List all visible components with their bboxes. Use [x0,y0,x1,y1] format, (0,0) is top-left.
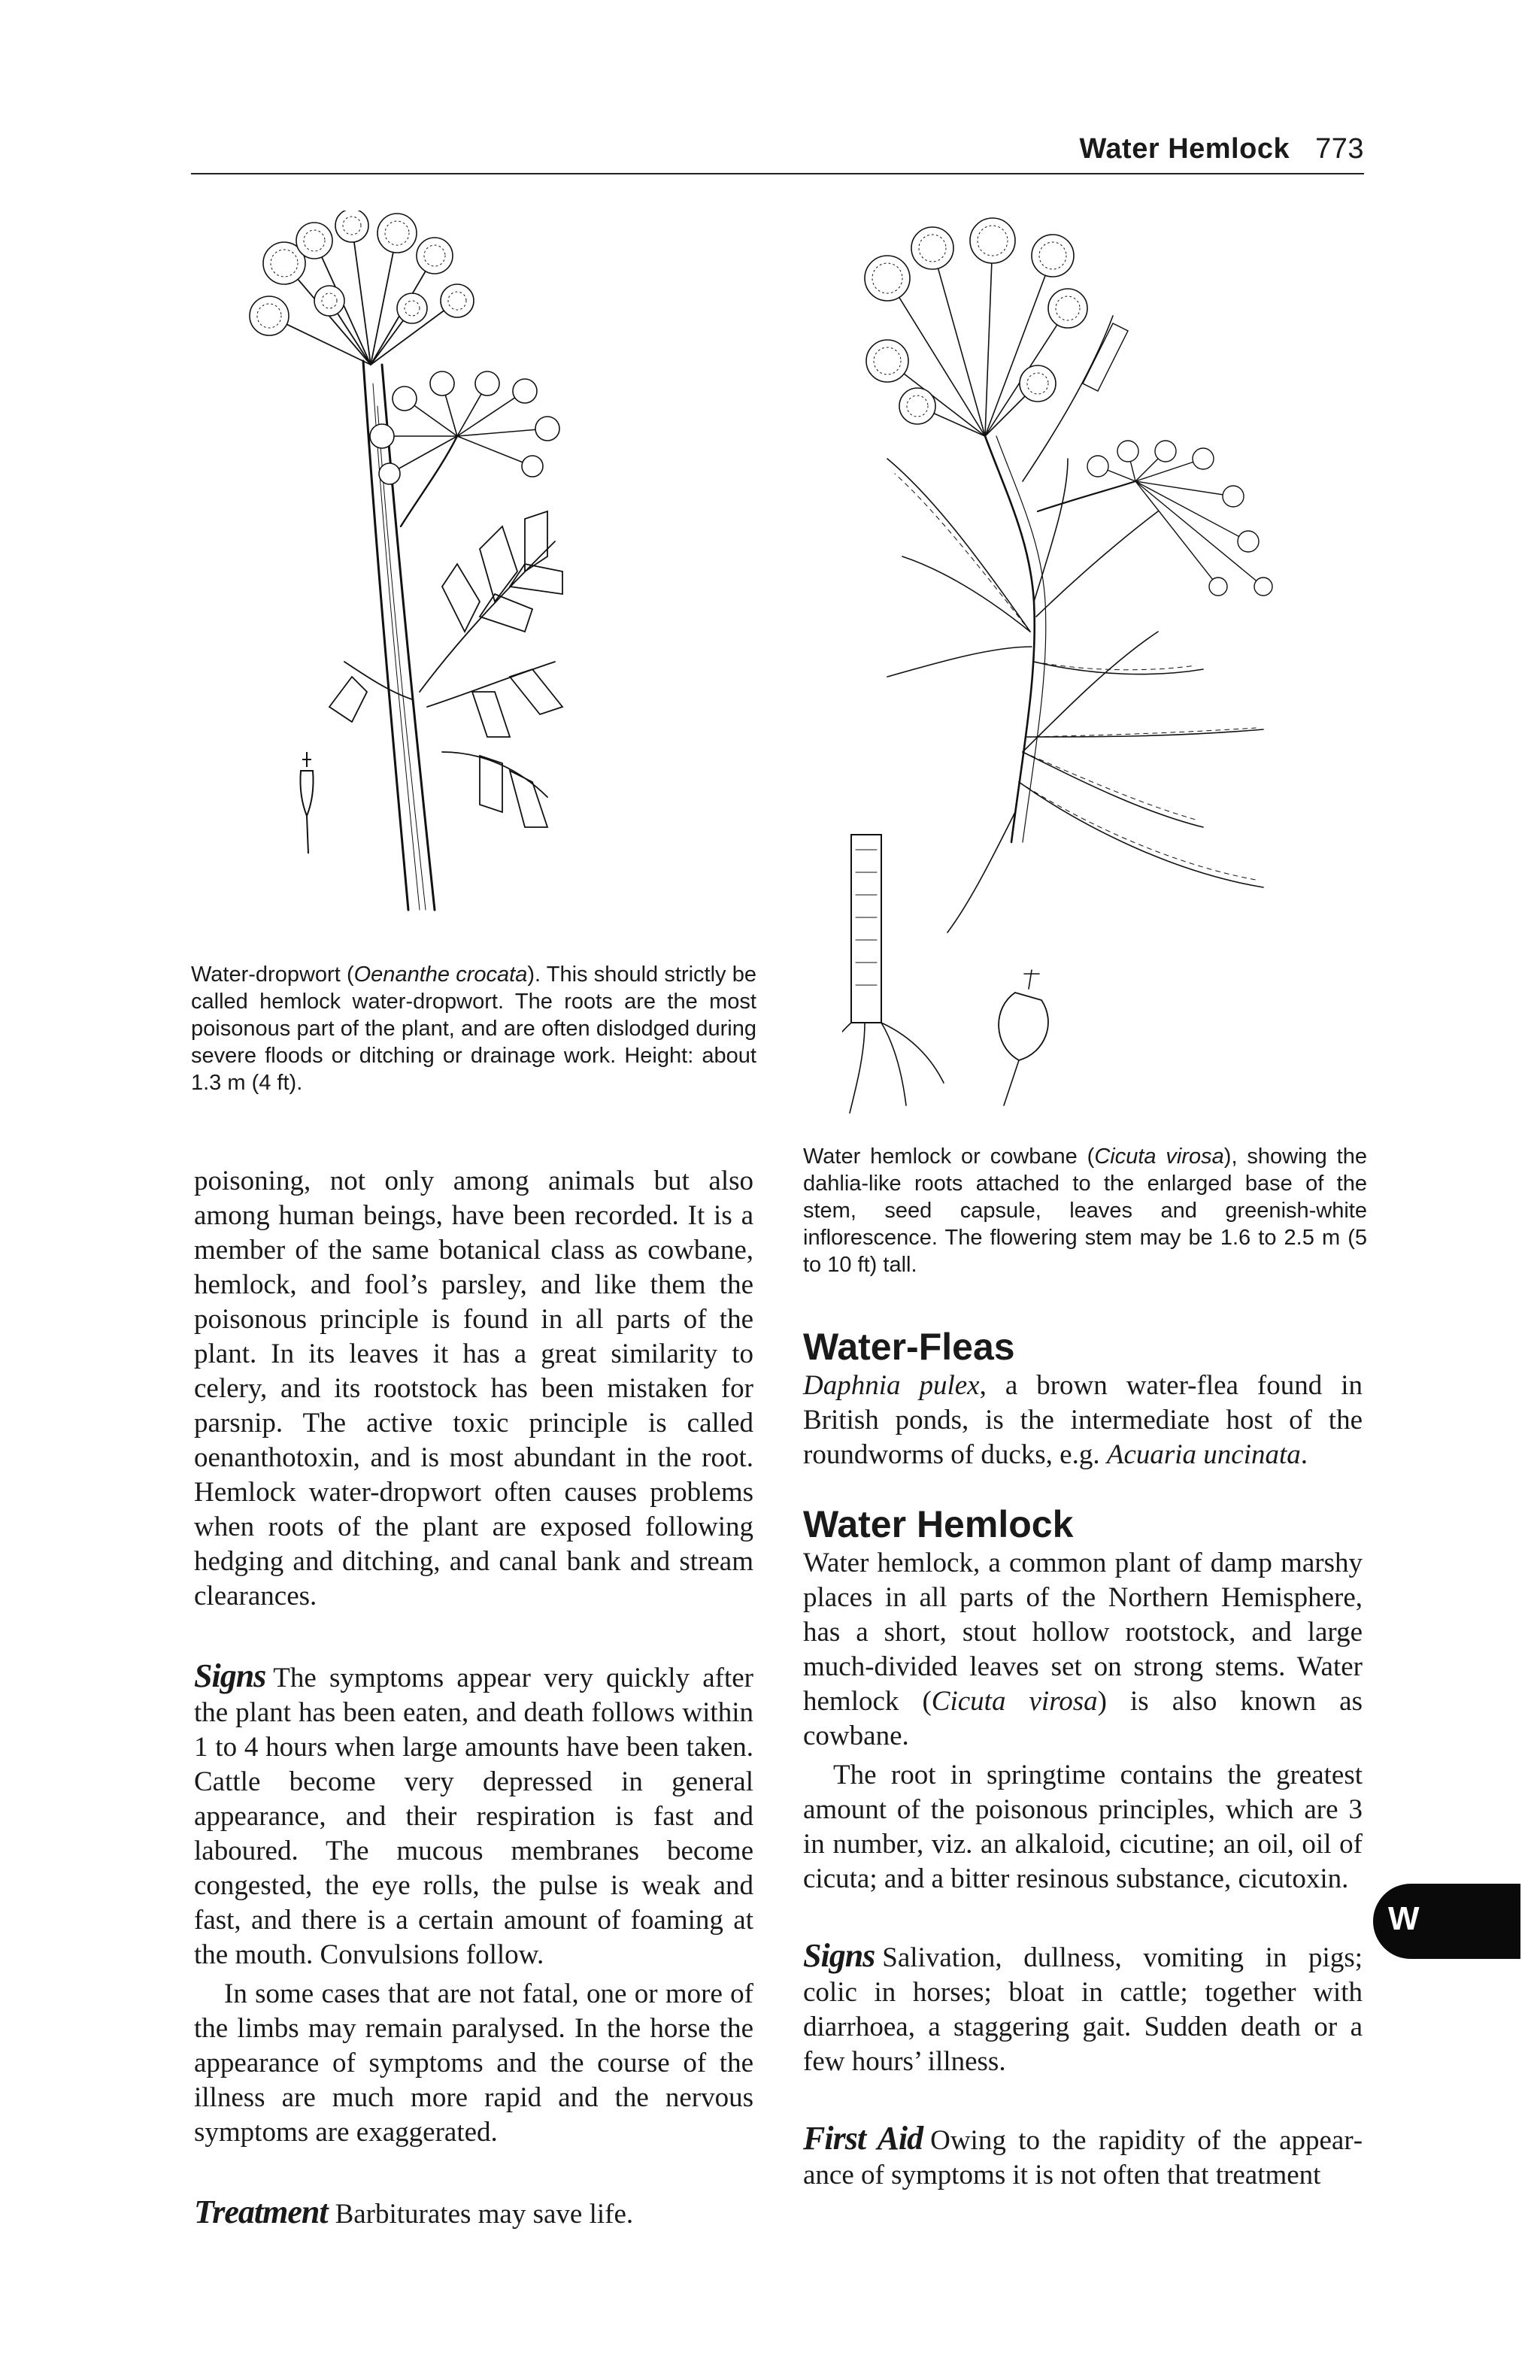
body-paragraph: poisoning, not only among animals but also among human beings, have been recorded. It is a member of the same botanical class as cowbane, hemlock, and fool’s parsley, and like them the poisonous principle is found in all parts of the plant. In its leaves it has a great similarity to celery, and its rootstock has been mistaken for parsnip. The active toxic principle is called oenanthotoxin, and is most abundant in the root. Hemlock water-dropwort often causes problems when roots of the plant are exposed following hedging and ditching, and canal bank and stream clearances. [194,1166,753,1611]
body-text: ) is also known as cowbane. [803,1686,1363,1751]
caption-text: Water hemlock or cowbane ( [803,1145,1095,1169]
right-column [803,1325,1363,2193]
signs-heading: Signs [194,1657,266,1694]
body-paragraph: The root in springtime contains the greatest amount of the poisonous principles, which are 3 in number, viz. an alkaloid, cicutine; an oil, oil of cicuta; and a bitter resinous substance, cicutoxin. [803,1760,1363,1894]
latin-name: Cicuta virosa [931,1686,1098,1717]
body-text: . [1300,1439,1308,1470]
signs-text: Salivation, dullness, vomiting in pigs; colic in horses; bloat in cattle; together with diarrhoea, a staggering gait. Sudden death or a few hours’ illness. [803,1942,1363,2077]
caption-latin-name: Cicuta virosa [1094,1145,1224,1169]
section-thumb-tab [1373,1884,1520,1959]
caption-latin-name: Oenanthe crocata [353,963,528,987]
water-hemlock-heading: Water Hemlock [803,1503,1074,1545]
latin-name: Daphnia pulex [803,1370,980,1401]
caption-text: ). This should strictly be called hemlock water-dropwort. The roots are the most poisonous part of the plant, and are often dislodged during severe floods or ditching or drainage work. Height: about 1.3 m (4 ft). [191,963,757,1095]
water-fleas-heading: Water-Fleas [803,1326,1015,1368]
water-hemlock-paragraph [803,1546,1363,1754]
left-column [194,1164,753,2232]
running-head [191,120,1364,174]
body-text: , a brown water-flea found in British ponds, is the intermediate host of the roundworms of ducks, e.g. [803,1370,1363,1470]
water-dropwort-illustration [194,211,765,917]
signs-paragraph [803,1939,1363,2079]
body-paragraph: In some cases that are not fatal, one or more of the limbs may remain paralysed. In the horse the appearance of symptoms and the course of the illness are much more rapid and the nervous symptoms are exaggerated. [194,1978,753,2148]
latin-name: Acuaria uncinata [1106,1439,1301,1470]
caption-text: Water-dropwort ( [191,963,354,987]
treatment-paragraph [194,2195,753,2232]
thumb-tab-letter: W [1388,1900,1420,1937]
water-hemlock-illustration [842,211,1384,1143]
treatment-heading: Treatment [194,2194,328,2230]
caption-text: ), showing the dahlia-like roots attached to the enlarged base of the stem, seed capsule, leaves and greenish-white inflorescence. The flowering stem may be 1.6 to 2.5 m (5 to 10 ft) tall. [803,1145,1367,1277]
body-text: Water hemlock, a common plant of damp marshy places in all parts of the Northern Hemisphere, has a short, stout hollow rootstock, and large much-divided leaves set on strong stems. Water hemlock ( [803,1548,1363,1717]
treatment-text: Barbiturates may save life. [335,2199,634,2230]
water-hemlock-caption [803,1143,1367,1278]
first-aid-paragraph [803,2121,1363,2193]
running-head-title: Water Hemlock [1079,133,1290,165]
first-aid-heading: First Aid [803,2120,923,2157]
page-number: 773 [1315,133,1364,165]
signs-text: The symptoms appear very quickly after the plant has been eaten, and death follows within 1 to 4 hours when large amounts have been taken. Cattle become very depressed in general appearance, and their respiration is fast and laboured. The mucous membranes become congested, the eye rolls, the pulse is weak and fast, and there is a certain amount of foaming at the mouth. Convulsions follow. [194,1663,753,1970]
signs-heading: Signs [803,1937,875,1974]
first-aid-text: Owing to the rapidity of the appearance of symptoms it is not often that treatment [803,2125,1363,2191]
seed-detail-illustration [292,744,322,857]
running-head-text [1079,133,1364,165]
water-dropwort-caption [191,961,756,1096]
water-fleas-paragraph [803,1369,1363,1472]
signs-paragraph [194,1659,753,1972]
